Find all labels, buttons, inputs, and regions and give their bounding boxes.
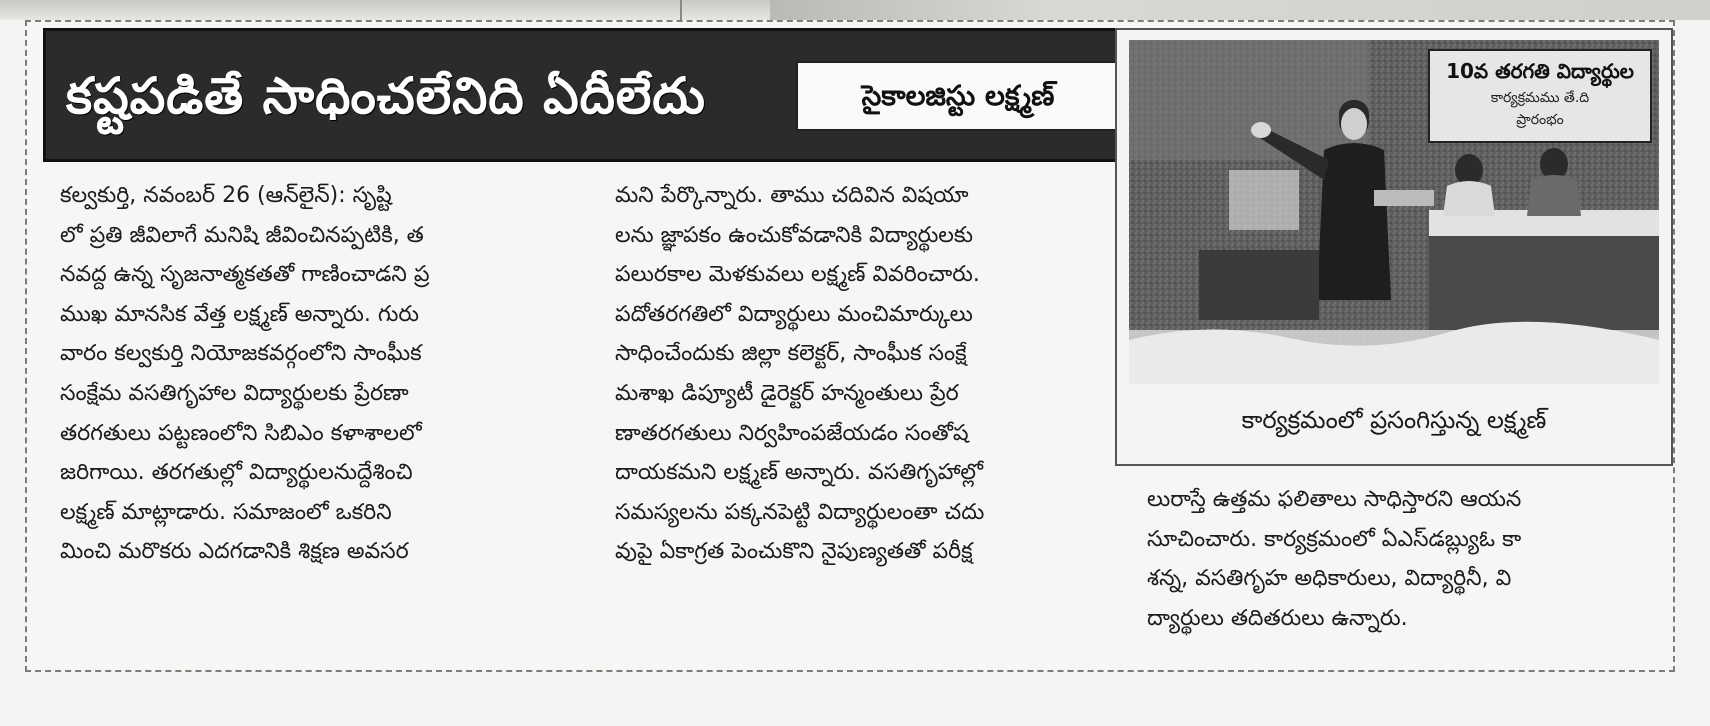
- text-line: లురాస్తే ఉత్తమ ఫలితాలు సాధిస్తారని ఆయన: [1147, 487, 1522, 512]
- text-line: జరిగాయి. తరగతుల్లో విద్యార్థులనుద్దేశించి: [60, 460, 413, 486]
- text-line: ణాతరగతులు నిర్వహింపజేయడం సంతోష: [615, 420, 969, 446]
- headline-banner: [43, 28, 1135, 162]
- news-clipping: [25, 20, 1675, 672]
- text-line: పలురకాల మెళకువలు లక్ష్మణ్ వివరించారు.: [615, 262, 980, 288]
- photo-caption: కార్యక్రమంలో ప్రసంగిస్తున్న లక్ష్మణ్: [1241, 406, 1547, 434]
- text-line: శన్న, వసతిగృహ అధికారులు, విద్యార్థినీ, వి: [1147, 566, 1512, 592]
- text-line: లక్ష్మణ్ మాట్లాడారు. సమాజంలో ఒకరిని: [60, 499, 392, 525]
- text-line: సాధించేందుకు జిల్లా కలెక్టర్, సాంఘీక సంక్షే: [615, 341, 967, 367]
- article-column-2: [615, 176, 1135, 572]
- adjacent-photo-edge: [770, 0, 1710, 20]
- article-column-3: [1147, 480, 1667, 638]
- text-line: సంక్షేమ వసతిగృహాల విద్యార్థులకు ప్రేరణా: [60, 380, 409, 406]
- photo-illustration: [1129, 40, 1659, 384]
- photo-banner-line-3: ప్రారంభం: [1516, 112, 1564, 128]
- photo-banner-line-1: 10వ తరగతి విద్యార్థుల: [1446, 59, 1634, 83]
- text-line: సమస్యలను పక్కనపెట్టి విద్యార్థులంతా చదు: [615, 499, 985, 525]
- text-line: ముఖ మానసిక వేత్త లక్ష్మణ్ అన్నారు. గురు: [60, 301, 420, 327]
- photo-banner-line-2: కార్యక్రమము తే.ది: [1490, 90, 1590, 106]
- text-line: సూచించారు. కార్యక్రమంలో ఏఎస్‌డబ్ల్యుఓ కా: [1147, 526, 1522, 552]
- text-line: మించి మరొకరు ఎదగడానికి శిక్షణ అవసర: [60, 539, 409, 565]
- fold-line: [680, 0, 682, 20]
- headline: కష్టపడితే సాధించలేనిది ఏదీలేదు: [66, 67, 706, 125]
- text-line: పదోతరగతిలో విద్యార్థులు మంచిమార్కులు: [615, 301, 973, 327]
- text-line: లో ప్రతి జీవిలాగే మనిషి జీవించినప్పటికి, త: [60, 222, 424, 248]
- photo-box: [1115, 28, 1673, 466]
- text-line: దాయకమని లక్ష్మణ్ అన్నారు. వసతిగృహాల్లో: [615, 460, 984, 486]
- text-line: తరగతులు పట్టణంలోని సిబిఎం కళాశాలలో: [60, 420, 422, 446]
- event-photo: [1129, 40, 1659, 384]
- text-line: నవద్ద ఉన్న సృజనాత్మకతతో గాణించాడని ప్ర: [60, 262, 430, 288]
- text-line: మశాఖ డిప్యూటీ డైరెక్టర్ హన్మంతులు ప్రేర: [615, 380, 959, 406]
- text-line: లను జ్ఞాపకం ఉంచుకోవడానికి విద్యార్థులకు: [615, 222, 973, 248]
- text-line: మని పేర్కొన్నారు. తాము చదివిన విషయా: [615, 183, 969, 208]
- previous-clipping-edge: [0, 0, 1710, 20]
- byline-box: సైకాలజిస్టు లక్ష్మణ్: [796, 61, 1120, 131]
- text-line: వుపై ఏకాగ్రత పెంచుకొని నైపుణ్యతతో పరీక్ష: [615, 539, 973, 565]
- text-line: కల్వకుర్తి, నవంబర్ 26 (ఆన్‌లైన్): సృష్టి: [60, 183, 392, 208]
- text-line: ద్యార్థులు తదితరులు ఉన్నారు.: [1147, 605, 1408, 631]
- article-column-1: [60, 176, 580, 572]
- text-line: వారం కల్వకుర్తి నియోజకవర్గంలోని సాంఘీక: [60, 341, 422, 367]
